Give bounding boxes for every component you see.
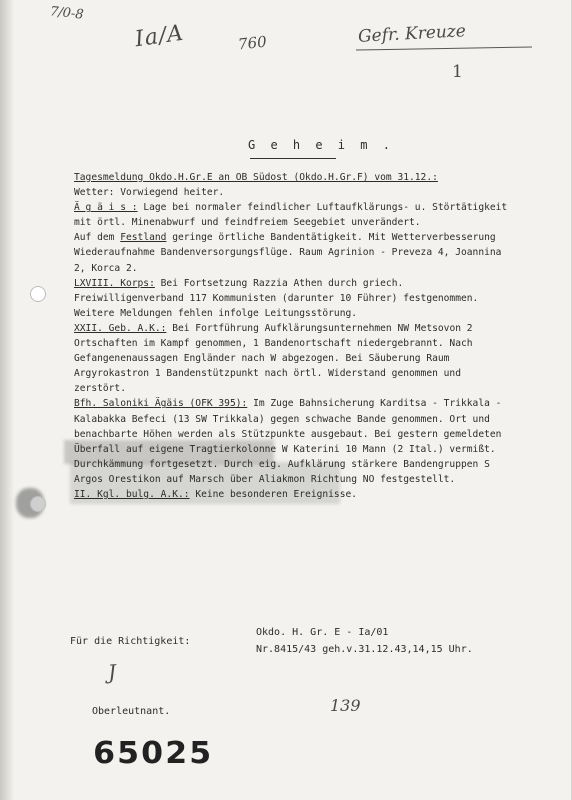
aegaeis-text: Lage bei normaler feindlicher Luftaufklärungs- u. Störtätigkeit mit örtl. Minenabwurf und feindfreiem Seegebiet unverändert.: [74, 202, 508, 229]
handwritten-note-top-right: Gefr. Kreuze: [357, 21, 467, 47]
befh-label: Bfh. Saloniki Ägäis (OFK 395):: [74, 398, 248, 410]
document-title: G e h e i m .: [248, 138, 394, 152]
ii-korps-label: II. Kgl. bulg. A.K.:: [74, 488, 190, 500]
handwritten-number: 139: [330, 696, 361, 715]
document-number: Nr.8415/43 geh.v.31.12.43,14,15 Uhr.: [256, 644, 473, 655]
festland-prefix: Auf dem: [74, 232, 115, 244]
punch-hole-bottom: [30, 496, 46, 512]
handwritten-page-number: 1: [452, 62, 463, 82]
weather-paragraph: [74, 185, 510, 200]
title-underline: [250, 158, 336, 159]
page-edge-shadow: [0, 0, 14, 800]
handwritten-note-top-left: 7/0-8: [49, 4, 85, 23]
handwritten-note-top-mid: Ia/A: [133, 20, 186, 53]
aegaeis-paragraph: [74, 200, 510, 230]
festland-label: Festland: [120, 232, 167, 244]
befh-text: Im Zuge Bahnsicherung Karditsa - Trikkala - Kalabakka Befeci (13 SW Trikkala) gegen schwache Bande genommen. Ort und benachbarte Höhen werden als Stützpunkte ausgebaut. Bei gestern gemeldeten Überfall auf eigene Tragtierkolonne W Katerini 10 Mann (2 Ital.) vermißt. Durchkämmung fortgesetzt. Durch eig. Aufklärung stärkere Bandengruppen S Argos Orestikon auf Marsch über Aliakmon Richtung NO festgestellt.: [74, 398, 502, 485]
xxii-text: Bei Fortführung Aufklärungsunternehmen NW Metsovon 2 Ortschaften im Kampf genommen, 1 Bandenortschaft niedergebrannt. Nach Gefangenenaussagen Engländer nach W abgezogen. Bei Säuberung Raum Argyrokastron 1 Bandenstützpunkt nach örtl. Widerstand genommen und zerstört.: [74, 322, 473, 395]
ii-korps-text: Keine besonderen Ereignisse.: [195, 488, 358, 500]
handwritten-note-top-mid2: 760: [237, 32, 268, 54]
lxviii-label: LXVIII. Korps:: [74, 277, 155, 289]
festland-text: geringe örtliche Bandentätigkeit. Mit Wetterverbesserung Wiederaufnahme Bandenversorgungsflüge. Raum Agrinion - Preveza 4, Joannina 2, Korca 2.: [74, 232, 502, 274]
weather-label: Wetter:: [74, 187, 115, 199]
handwritten-signature: J: [107, 659, 117, 685]
office-designation: Okdo. H. Gr. E - Ia/01: [256, 627, 389, 638]
lxviii-paragraph: [74, 276, 510, 321]
correctness-label: Für die Richtigkeit:: [70, 636, 191, 647]
report-heading-text: Tagesmeldung Okdo.H.Gr.E an OB Südost (Okdo.H.Gr.F) vom 31.12.:: [74, 172, 438, 183]
weather-text: Vorwiegend heiter.: [120, 187, 225, 199]
archive-stamp-number: 65025: [93, 736, 214, 771]
festland-paragraph: [74, 230, 510, 275]
befh-paragraph: [74, 396, 510, 487]
ii-korps-paragraph: [74, 487, 510, 502]
report-heading: [74, 170, 510, 185]
lxviii-text: Bei Fortsetzung Razzia Athen durch griech. Freiwilligenverband 117 Kommunisten (darunter 10 Führer) festgenommen. Weitere Meldungen fehlen infolge Leitungsstörung.: [74, 277, 479, 319]
xxii-label: XXII. Geb. A.K.:: [74, 322, 167, 334]
aegaeis-label: Ä g ä i s :: [74, 202, 138, 214]
punch-hole-top: [30, 286, 46, 302]
handwritten-underline: [356, 46, 532, 50]
signer-rank: Oberleutnant.: [92, 706, 171, 717]
xxii-paragraph: [74, 321, 510, 396]
report-body: [74, 170, 510, 502]
